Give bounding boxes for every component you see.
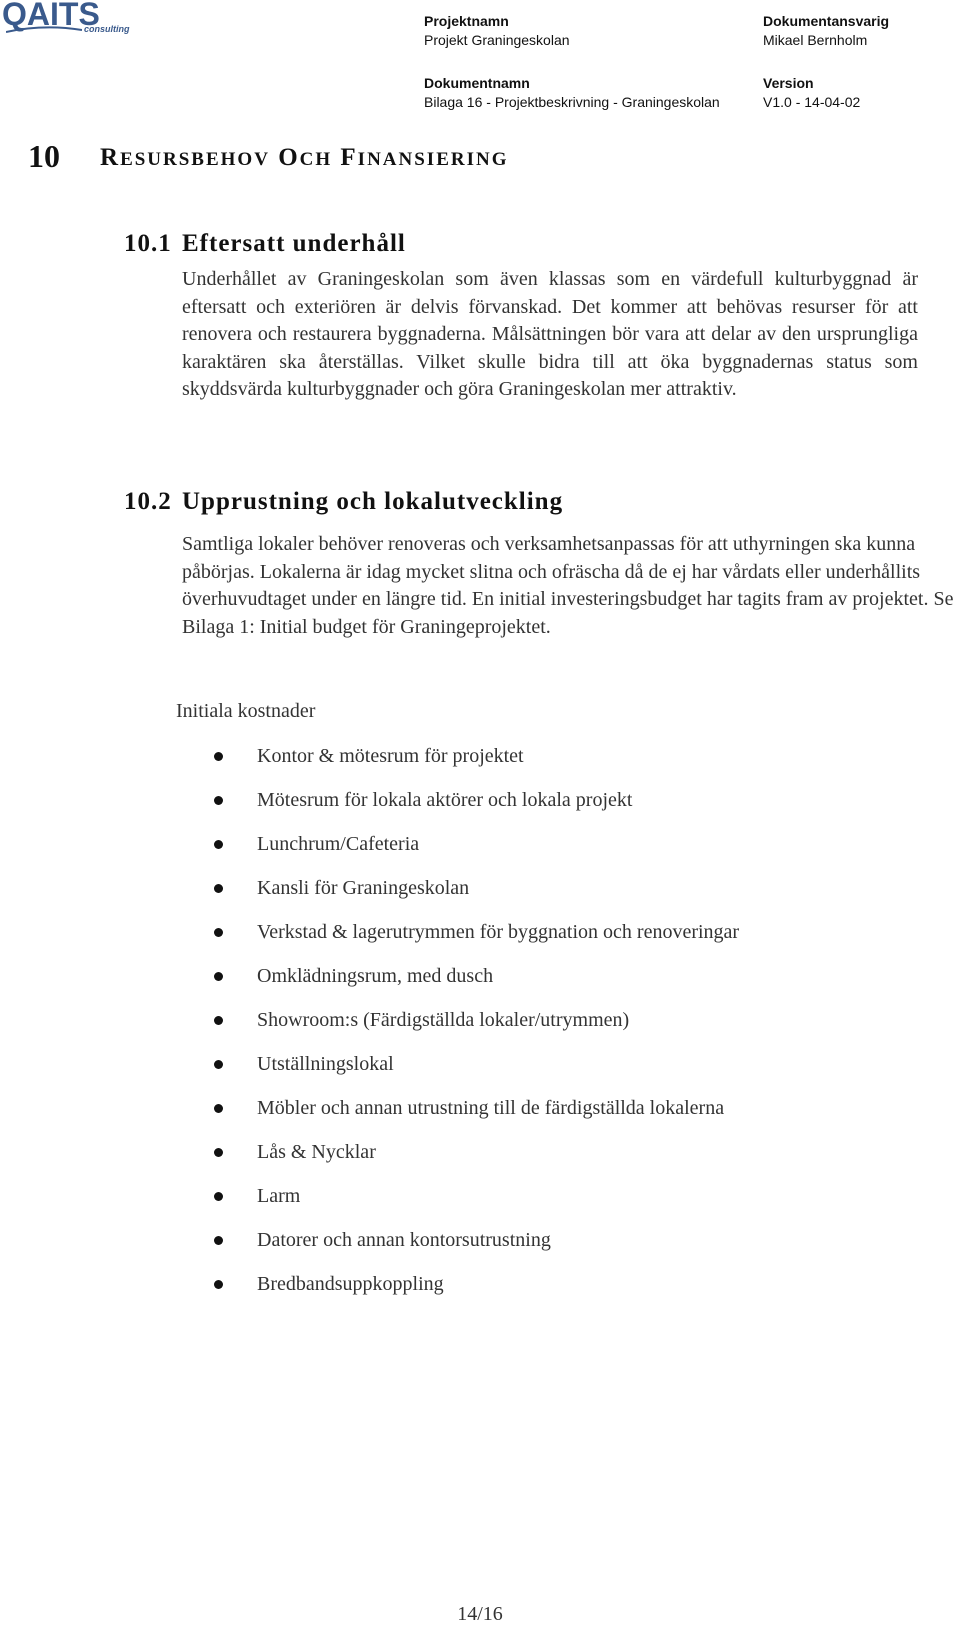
initial-costs-heading: Initiala kostnader [176,700,316,722]
bullet-icon [214,1192,223,1201]
list-item: Möbler och annan utrustning till de färdigställda lokalerna [210,1086,739,1130]
section-2-number: 10.2 [124,488,172,515]
logo-swoosh-icon [6,26,82,34]
section-2-paragraph: Samtliga lokaler behöver renoveras och verksamhetsanpassas för att uthyrningen ska kunna påbörjas. Lokalerna är idag mycket slitna och ofräscha då de ej har vårdats eller underhållits överhuvudtaget under en längre tid. En initial investeringsbudget har tagits fram av projektet. Se Bilaga 1: Initial budget för Graningeprojektet. [182,533,954,638]
responsible-label: Dokumentansvarig [763,13,890,29]
bullet-icon [214,752,223,761]
list-item: Utställningslokal [210,1042,739,1086]
section-1-title: Eftersatt underhåll [182,230,406,257]
logo-brand: QAITS [2,0,100,32]
docname-value: Bilaga 16 - Projektbeskrivning - Graningeskolan [424,94,720,110]
bullet-icon [214,972,223,981]
bullet-icon [214,840,223,849]
chapter-number: 10 [28,138,60,174]
list-item: Datorer och annan kontorsutrustning [210,1218,739,1262]
project-label: Projektnamn [424,13,509,29]
responsible-value: Mikael Bernholm [763,32,868,48]
list-item: Kansli för Graningeskolan [210,866,739,910]
list-item: Kontor & mötesrum för projektet [210,734,739,778]
bullet-icon [214,1104,223,1113]
bullet-icon [214,884,223,893]
bullet-icon [214,796,223,805]
version-label: Version [763,75,814,91]
list-item: Bredbandsuppkoppling [210,1262,739,1306]
chapter-title: RESURSBEHOV OCH FINANSIERING [100,144,509,171]
project-value: Projekt Graningeskolan [424,32,570,48]
page-number: 14/16 [457,1603,503,1625]
initial-costs-list [210,734,739,1306]
version-value: V1.0 - 14-04-02 [763,94,861,110]
section-2-title: Upprustning och lokalutveckling [182,488,564,515]
bullet-icon [214,1016,223,1025]
list-item: Omklädningsrum, med dusch [210,954,739,998]
list-item: Lunchrum/Cafeteria [210,822,739,866]
bullet-icon [214,1148,223,1157]
section-1-number: 10.1 [124,230,172,257]
section-1-paragraph: Underhållet av Graningeskolan som även klassas som en värdefull kulturbyggnad är eftersatt och exteriören är delvis förvanskad. Det kommer att behövas resurser för att renovera och restaurera byggnaderna. Målsättningen bör vara att delar av den ursprungliga karaktären ska återställas. Vilket skulle bidra till att öka byggnadernas status som skyddsvärda kulturbyggnader och göra Graningeskolan mer attraktiv. [182,268,918,400]
list-item: Lås & Nycklar [210,1130,739,1174]
bullet-icon [214,928,223,937]
logo-tagline: consulting [84,24,130,34]
bullet-icon [214,1280,223,1289]
list-item: Showroom:s (Färdigställda lokaler/utrymmen) [210,998,739,1042]
docname-label: Dokumentnamn [424,75,530,91]
company-logo [0,0,130,40]
bullet-icon [214,1236,223,1245]
list-item: Mötesrum för lokala aktörer och lokala projekt [210,778,739,822]
list-item: Larm [210,1174,739,1218]
bullet-icon [214,1060,223,1069]
list-item: Verkstad & lagerutrymmen för byggnation och renoveringar [210,910,739,954]
